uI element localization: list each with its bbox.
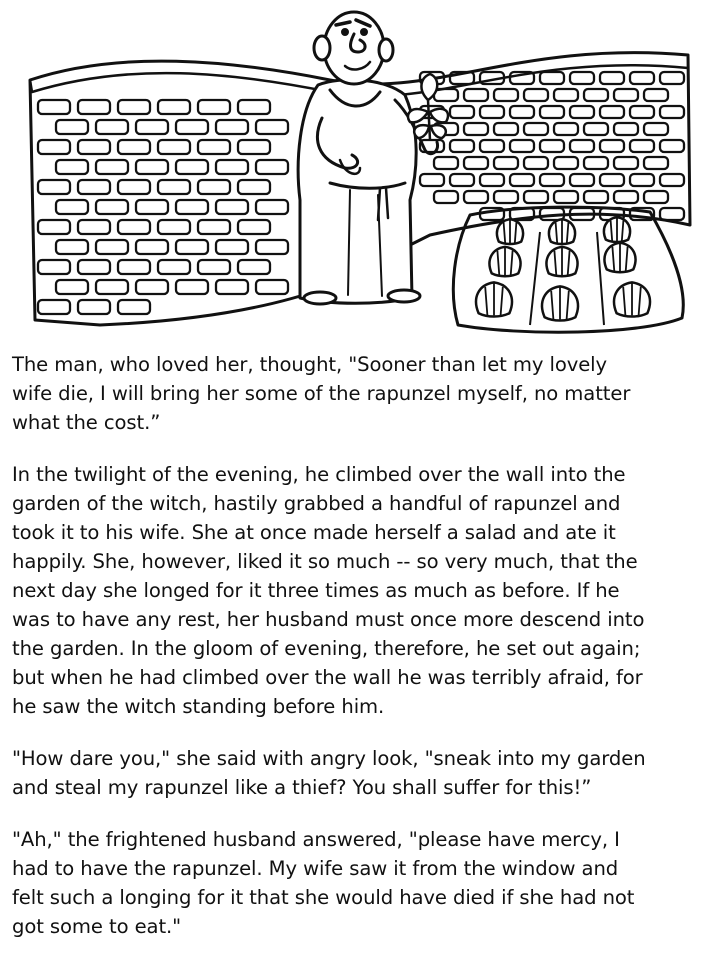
wall-brick bbox=[450, 106, 474, 118]
wall-brick bbox=[450, 140, 474, 152]
wall-brick bbox=[56, 120, 88, 134]
story-line: In the twilight of the evening, he climbed over the wall into the bbox=[12, 463, 626, 486]
wall-brick bbox=[480, 174, 504, 186]
wall-brick bbox=[660, 106, 684, 118]
story-line: and steal my rapunzel like a thief? You shall suffer for this!” bbox=[12, 776, 592, 799]
wall-brick bbox=[524, 191, 548, 203]
wall-brick bbox=[256, 200, 288, 214]
wall-brick bbox=[434, 191, 458, 203]
rapunzel-plant bbox=[549, 219, 575, 244]
story-line: but when he had climbed over the wall he was terribly afraid, for bbox=[12, 666, 643, 689]
wall-brick bbox=[96, 200, 128, 214]
wall-brick bbox=[118, 300, 150, 314]
wall-brick bbox=[238, 260, 270, 274]
rapunzel-plant bbox=[489, 247, 520, 276]
story-text bbox=[12, 350, 716, 964]
wall-brick bbox=[56, 240, 88, 254]
wall-brick bbox=[256, 280, 288, 294]
wall-brick bbox=[256, 160, 288, 174]
rapunzel-plant bbox=[476, 282, 512, 316]
wall-brick bbox=[256, 240, 288, 254]
wall-brick bbox=[158, 140, 190, 154]
wall-brick bbox=[136, 200, 168, 214]
wall-brick bbox=[176, 280, 208, 294]
wall-brick bbox=[78, 100, 110, 114]
wall-brick bbox=[216, 120, 248, 134]
wall-brick bbox=[554, 157, 578, 169]
story-paragraph bbox=[12, 744, 716, 802]
wall-brick bbox=[600, 106, 624, 118]
wall-brick bbox=[38, 300, 70, 314]
wall-brick bbox=[176, 200, 208, 214]
wall-brick bbox=[198, 180, 230, 194]
wall-brick bbox=[584, 191, 608, 203]
wall-brick bbox=[96, 120, 128, 134]
wall-brick bbox=[198, 100, 230, 114]
wall-brick bbox=[238, 100, 270, 114]
story-paragraph bbox=[12, 350, 716, 437]
wall-brick bbox=[630, 106, 654, 118]
rapunzel-plant bbox=[497, 219, 523, 244]
wall-brick bbox=[644, 191, 668, 203]
wall-brick bbox=[38, 260, 70, 274]
wall-brick bbox=[256, 120, 288, 134]
wall-brick bbox=[494, 89, 518, 101]
wall-brick bbox=[660, 72, 684, 84]
wall-brick bbox=[540, 72, 564, 84]
wall-brick bbox=[238, 180, 270, 194]
story-line: was to have any rest, her husband must once more descend into bbox=[12, 608, 645, 631]
wall-brick bbox=[118, 260, 150, 274]
wall-brick bbox=[630, 72, 654, 84]
wall-brick bbox=[494, 157, 518, 169]
wall-brick bbox=[464, 89, 488, 101]
story-line: happily. She, however, liked it so much -- so very much, that the bbox=[12, 550, 638, 573]
wall-brick bbox=[56, 280, 88, 294]
wall-brick bbox=[216, 200, 248, 214]
wall-brick bbox=[38, 180, 70, 194]
wall-brick bbox=[158, 180, 190, 194]
wall-brick bbox=[540, 106, 564, 118]
wall-brick bbox=[570, 140, 594, 152]
wall-brick bbox=[480, 140, 504, 152]
wall-brick bbox=[464, 191, 488, 203]
wall-brick bbox=[584, 89, 608, 101]
wall-brick bbox=[176, 240, 208, 254]
wall-brick bbox=[540, 140, 564, 152]
wall-brick bbox=[216, 240, 248, 254]
wall-brick bbox=[136, 240, 168, 254]
wall-brick bbox=[198, 260, 230, 274]
wall-brick bbox=[600, 174, 624, 186]
wall-brick bbox=[630, 140, 654, 152]
wall-brick bbox=[176, 120, 208, 134]
wall-brick bbox=[600, 72, 624, 84]
wall-brick bbox=[118, 140, 150, 154]
wall-brick bbox=[78, 260, 110, 274]
man-figure bbox=[298, 12, 437, 304]
wall-brick bbox=[450, 174, 474, 186]
story-line: had to have the rapunzel. My wife saw it from the window and bbox=[12, 857, 619, 880]
story-line: got some to eat." bbox=[12, 915, 182, 938]
wall-brick bbox=[56, 160, 88, 174]
wall-brick bbox=[494, 191, 518, 203]
wall-brick bbox=[570, 106, 594, 118]
wall-brick bbox=[96, 240, 128, 254]
wall-brick bbox=[56, 200, 88, 214]
story-line: what the cost.” bbox=[12, 411, 161, 434]
wall-brick bbox=[118, 220, 150, 234]
wall-brick bbox=[198, 220, 230, 234]
wall-brick bbox=[96, 280, 128, 294]
rapunzel-plant bbox=[604, 243, 635, 272]
wall-brick bbox=[584, 123, 608, 135]
wall-brick bbox=[158, 260, 190, 274]
wall-brick bbox=[660, 208, 684, 220]
wall-brick bbox=[216, 160, 248, 174]
wall-brick bbox=[510, 106, 534, 118]
wall-brick bbox=[238, 220, 270, 234]
rapunzel-plant bbox=[604, 217, 630, 242]
wall-brick bbox=[554, 123, 578, 135]
wall-brick bbox=[644, 89, 668, 101]
story-line: wife die, I will bring her some of the rapunzel myself, no matter bbox=[12, 382, 631, 405]
wall-brick bbox=[38, 140, 70, 154]
story-line: garden of the witch, hastily grabbed a handful of rapunzel and bbox=[12, 492, 621, 515]
illustration bbox=[20, 0, 700, 345]
wall-brick bbox=[158, 100, 190, 114]
wall-brick bbox=[238, 140, 270, 154]
wall-brick bbox=[614, 157, 638, 169]
rapunzel-plant bbox=[546, 247, 577, 276]
rapunzel-plant bbox=[614, 282, 650, 316]
wall-brick bbox=[198, 140, 230, 154]
wall-brick bbox=[630, 174, 654, 186]
rapunzel-plant bbox=[542, 286, 578, 320]
wall-brick bbox=[38, 220, 70, 234]
story-line: took it to his wife. She at once made herself a salad and ate it bbox=[12, 521, 616, 544]
wall-brick bbox=[78, 220, 110, 234]
wall-brick bbox=[480, 106, 504, 118]
wall-brick bbox=[136, 120, 168, 134]
wall-brick bbox=[464, 157, 488, 169]
wall-brick bbox=[644, 157, 668, 169]
story-line: felt such a longing for it that she would have died if she had not bbox=[12, 886, 635, 909]
story-paragraph bbox=[12, 460, 716, 721]
wall-brick bbox=[540, 174, 564, 186]
story-paragraph bbox=[12, 825, 716, 941]
story-line: "How dare you," she said with angry look, "sneak into my garden bbox=[12, 747, 646, 770]
wall-brick bbox=[614, 123, 638, 135]
wall-brick bbox=[78, 180, 110, 194]
wall-brick bbox=[524, 89, 548, 101]
wall-brick bbox=[434, 157, 458, 169]
wall-brick bbox=[136, 280, 168, 294]
wall-brick bbox=[584, 157, 608, 169]
wall-brick bbox=[524, 123, 548, 135]
wall-brick bbox=[570, 72, 594, 84]
wall-brick bbox=[510, 140, 534, 152]
story-line: "Ah," the frightened husband answered, "please have mercy, I bbox=[12, 828, 620, 851]
wall-brick bbox=[118, 180, 150, 194]
wall-brick bbox=[644, 123, 668, 135]
story-line: next day she longed for it three times as much as before. If he bbox=[12, 579, 620, 602]
wall-brick bbox=[614, 89, 638, 101]
wall-brick bbox=[660, 174, 684, 186]
wall-brick bbox=[78, 140, 110, 154]
wall-brick bbox=[600, 140, 624, 152]
wall-brick bbox=[96, 160, 128, 174]
wall-brick bbox=[510, 174, 534, 186]
wall-brick bbox=[176, 160, 208, 174]
wall-brick bbox=[554, 191, 578, 203]
wall-brick bbox=[570, 174, 594, 186]
wall-brick bbox=[524, 157, 548, 169]
wall-brick bbox=[136, 160, 168, 174]
wall-brick bbox=[464, 123, 488, 135]
wall-brick bbox=[420, 174, 444, 186]
rapunzel-plants bbox=[476, 217, 650, 320]
wall-brick bbox=[118, 100, 150, 114]
wall-brick bbox=[614, 191, 638, 203]
story-line: he saw the witch standing before him. bbox=[12, 695, 385, 718]
wall-brick bbox=[158, 220, 190, 234]
wall-brick bbox=[78, 300, 110, 314]
wall-brick bbox=[554, 89, 578, 101]
story-line: the garden. In the gloom of evening, therefore, he set out again; bbox=[12, 637, 641, 660]
story-line: The man, who loved her, thought, "Sooner than let my lovely bbox=[12, 353, 608, 376]
wall-brick bbox=[38, 100, 70, 114]
wall-brick bbox=[660, 140, 684, 152]
wall-brick bbox=[494, 123, 518, 135]
wall-brick bbox=[216, 280, 248, 294]
